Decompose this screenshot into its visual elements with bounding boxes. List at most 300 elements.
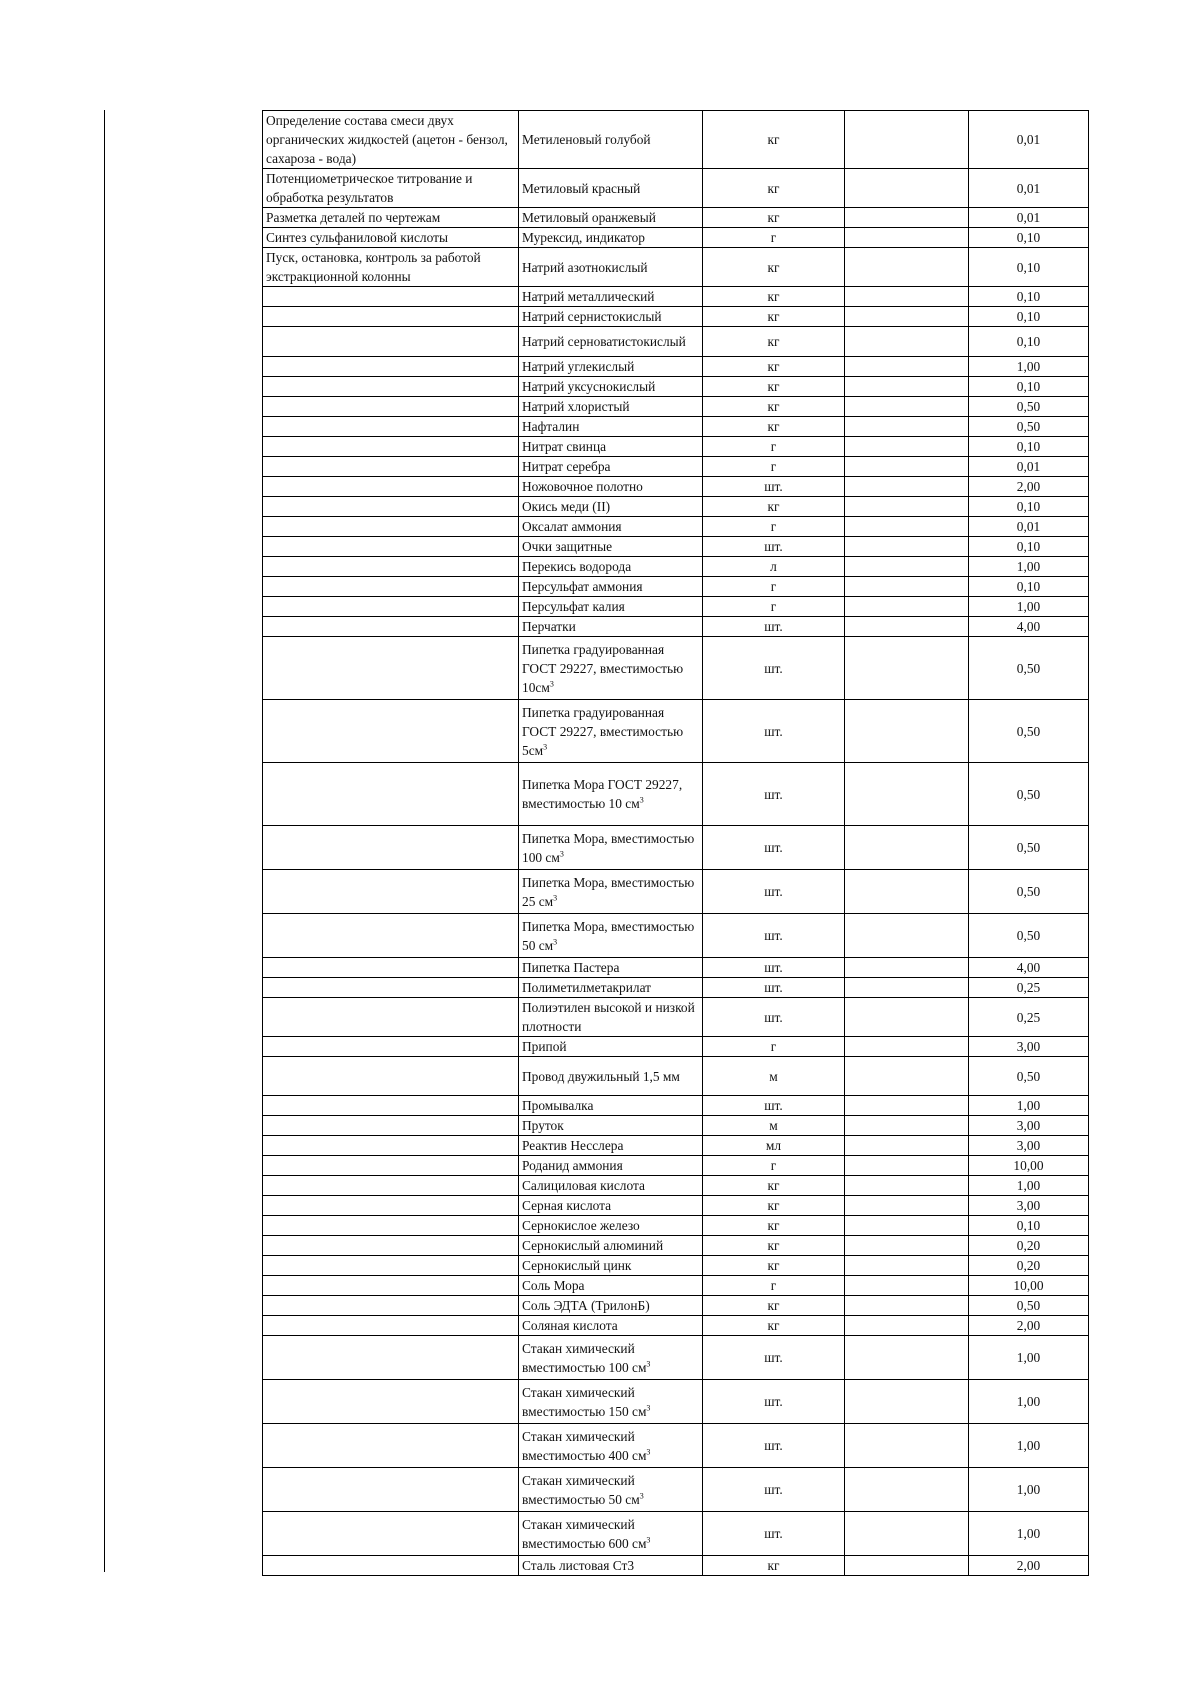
quantity-cell — [969, 617, 1089, 637]
item-cell — [519, 1136, 703, 1156]
quantity-cell — [969, 1196, 1089, 1216]
table-row — [263, 1136, 1089, 1156]
item-cell-text: Полиэтилен высокой и низкой плотности — [522, 1000, 695, 1034]
work-cell — [263, 457, 519, 477]
unit-cell — [703, 537, 845, 557]
item-cell-text: Метиленовый голубой — [522, 132, 651, 147]
unit-cell-text: г — [770, 459, 777, 474]
unit-cell-text: кг — [767, 419, 780, 434]
item-cell — [519, 1556, 703, 1576]
quantity-cell-text: 3,00 — [1016, 1118, 1041, 1133]
unit-cell-text: кг — [767, 289, 780, 304]
table-row — [263, 1176, 1089, 1196]
item-cell-text: Сернокислый цинк — [522, 1258, 632, 1273]
quantity-cell-text: 1,00 — [1016, 559, 1041, 574]
unit-cell — [703, 497, 845, 517]
quantity-cell — [969, 1057, 1089, 1096]
table-row — [263, 1037, 1089, 1057]
item-cell-text: Сернокислое железо — [522, 1218, 640, 1233]
quantity-cell-text: 4,00 — [1016, 960, 1041, 975]
unit-cell-text: шт. — [764, 479, 783, 494]
item-cell-text: Персульфат аммония — [522, 579, 643, 594]
quantity-cell-text: 0,50 — [1016, 660, 1041, 676]
item-cell — [519, 826, 703, 870]
empty-cell — [845, 1556, 969, 1576]
unit-cell — [703, 248, 845, 287]
item-cell — [519, 537, 703, 557]
item-cell-text: Нитрат серебра — [522, 459, 611, 474]
unit-cell — [703, 1316, 845, 1336]
table-row — [263, 617, 1089, 637]
unit-cell-text: кг — [767, 1218, 780, 1233]
quantity-cell — [969, 417, 1089, 437]
table-row — [263, 958, 1089, 978]
item-cell — [519, 870, 703, 914]
empty-cell — [845, 1336, 969, 1380]
work-cell — [263, 617, 519, 637]
quantity-cell — [969, 1236, 1089, 1256]
quantity-cell — [969, 1380, 1089, 1424]
unit-cell — [703, 357, 845, 377]
table-row — [263, 437, 1089, 457]
item-cell-text: Стакан химический вместимостью 400 см — [522, 1428, 647, 1463]
item-cell-text: Промывалка — [522, 1098, 594, 1113]
work-cell — [263, 437, 519, 457]
item-cell — [519, 417, 703, 437]
work-cell — [263, 327, 519, 357]
empty-cell — [845, 1096, 969, 1116]
item-cell — [519, 357, 703, 377]
table-row — [263, 557, 1089, 577]
unit-cell — [703, 958, 845, 978]
item-cell-text: Метиловый красный — [522, 180, 641, 196]
superscript-text: 3 — [553, 893, 558, 903]
unit-cell-text: шт. — [764, 539, 783, 554]
work-cell — [263, 1037, 519, 1057]
work-cell — [263, 287, 519, 307]
table-row — [263, 1216, 1089, 1236]
quantity-cell-text: 0,01 — [1016, 132, 1041, 147]
unit-cell-text: мл — [765, 1138, 782, 1153]
item-cell — [519, 1316, 703, 1336]
unit-cell-text: шт. — [764, 1350, 783, 1365]
quantity-cell-text: 0,25 — [1016, 980, 1041, 995]
table-row — [263, 477, 1089, 497]
quantity-cell — [969, 1336, 1089, 1380]
item-cell-text: Очки защитные — [522, 539, 613, 554]
superscript-text: 3 — [646, 1359, 651, 1369]
quantity-cell — [969, 1176, 1089, 1196]
unit-cell-text: шт. — [764, 1394, 783, 1409]
unit-cell-text: кг — [767, 359, 780, 374]
quantity-cell-text: 1,00 — [1016, 599, 1041, 614]
item-cell — [519, 597, 703, 617]
empty-cell — [845, 557, 969, 577]
work-cell — [263, 1057, 519, 1096]
unit-cell-text: шт. — [764, 840, 783, 855]
quantity-cell-text: 0,25 — [1016, 1009, 1041, 1025]
quantity-cell-text: 0,50 — [1016, 928, 1041, 943]
item-cell-text: Припой — [522, 1039, 567, 1054]
item-cell-text: Провод двужильный 1,5 мм — [522, 1068, 680, 1084]
item-cell-text: Метиловый оранжевый — [522, 210, 656, 225]
quantity-cell-text: 1,00 — [1016, 1350, 1041, 1365]
work-cell — [263, 1512, 519, 1556]
quantity-cell-text: 2,00 — [1016, 1558, 1041, 1573]
unit-cell-text: шт. — [764, 928, 783, 943]
table-row — [263, 417, 1089, 437]
item-cell-text: Мурексид, индикатор — [522, 230, 645, 245]
empty-cell — [845, 169, 969, 208]
quantity-cell — [969, 248, 1089, 287]
table-row — [263, 457, 1089, 477]
work-cell-text: Потенциометрическое титрование и обработка результатов — [266, 171, 473, 205]
unit-cell-text: кг — [767, 1258, 780, 1273]
quantity-cell-text: 0,10 — [1016, 539, 1041, 554]
quantity-cell — [969, 1424, 1089, 1468]
item-cell — [519, 1468, 703, 1512]
item-cell — [519, 327, 703, 357]
quantity-cell — [969, 327, 1089, 357]
unit-cell-text: кг — [767, 1198, 780, 1213]
work-cell — [263, 1556, 519, 1576]
table-row — [263, 1116, 1089, 1136]
empty-cell — [845, 826, 969, 870]
empty-cell — [845, 1037, 969, 1057]
quantity-cell-text: 0,50 — [1016, 419, 1041, 434]
empty-cell — [845, 517, 969, 537]
unit-cell — [703, 870, 845, 914]
empty-cell — [845, 577, 969, 597]
empty-cell — [845, 228, 969, 248]
item-cell-text: Нафталин — [522, 419, 580, 434]
quantity-cell — [969, 577, 1089, 597]
unit-cell-text: шт. — [764, 619, 783, 634]
work-cell — [263, 517, 519, 537]
work-cell — [263, 978, 519, 998]
unit-cell — [703, 1256, 845, 1276]
work-cell — [263, 208, 519, 228]
table-row — [263, 497, 1089, 517]
item-cell — [519, 1196, 703, 1216]
quantity-cell — [969, 377, 1089, 397]
work-cell — [263, 958, 519, 978]
item-cell-text: Стакан химический вместимостью 50 см — [522, 1472, 640, 1507]
unit-cell — [703, 307, 845, 327]
item-cell — [519, 1336, 703, 1380]
item-cell — [519, 1116, 703, 1136]
unit-cell — [703, 1176, 845, 1196]
unit-cell — [703, 477, 845, 497]
quantity-cell-text: 0,10 — [1016, 439, 1041, 454]
unit-cell — [703, 228, 845, 248]
empty-cell — [845, 1468, 969, 1512]
table-row — [263, 169, 1089, 208]
work-cell-text: Пуск, остановка, контроль за работой экстракционной колонны — [266, 250, 481, 284]
table-row — [263, 208, 1089, 228]
unit-cell — [703, 397, 845, 417]
work-cell — [263, 1316, 519, 1336]
work-cell — [263, 1176, 519, 1196]
superscript-text: 3 — [549, 679, 554, 689]
unit-cell-text: шт. — [764, 960, 783, 975]
item-cell-text: Полиметилметакрилат — [522, 980, 652, 995]
empty-cell — [845, 111, 969, 169]
work-cell — [263, 1296, 519, 1316]
unit-cell — [703, 1156, 845, 1176]
quantity-cell — [969, 1156, 1089, 1176]
table-row — [263, 1336, 1089, 1380]
empty-cell — [845, 417, 969, 437]
quantity-cell-text: 1,00 — [1016, 1178, 1041, 1193]
empty-cell — [845, 1236, 969, 1256]
unit-cell — [703, 377, 845, 397]
table-row — [263, 287, 1089, 307]
table-row — [263, 397, 1089, 417]
table-row — [263, 577, 1089, 597]
quantity-cell — [969, 914, 1089, 958]
work-cell — [263, 357, 519, 377]
quantity-cell-text: 0,10 — [1016, 289, 1041, 304]
empty-cell — [845, 1156, 969, 1176]
materials-table — [262, 110, 1089, 1576]
table-row — [263, 357, 1089, 377]
work-cell — [263, 637, 519, 700]
item-cell — [519, 517, 703, 537]
empty-cell — [845, 1296, 969, 1316]
item-cell-text: Стакан химический вместимостью 600 см — [522, 1516, 647, 1551]
item-cell — [519, 1096, 703, 1116]
quantity-cell-text: 10,00 — [1013, 1158, 1044, 1173]
work-cell — [263, 763, 519, 826]
table-row — [263, 1196, 1089, 1216]
item-cell-text: Пипетка Пастера — [522, 960, 620, 975]
empty-cell — [845, 1196, 969, 1216]
unit-cell — [703, 1336, 845, 1380]
item-cell-text: Натрий металлический — [522, 289, 655, 304]
table-row — [263, 1468, 1089, 1512]
quantity-cell — [969, 1256, 1089, 1276]
item-cell — [519, 914, 703, 958]
work-cell — [263, 700, 519, 763]
item-cell — [519, 763, 703, 826]
unit-cell — [703, 1424, 845, 1468]
work-cell — [263, 1216, 519, 1236]
quantity-cell — [969, 1037, 1089, 1057]
unit-cell-text: шт. — [764, 1526, 783, 1541]
item-cell — [519, 111, 703, 169]
item-cell-text: Салициловая кислота — [522, 1178, 645, 1193]
unit-cell-text: г — [770, 1039, 777, 1054]
table-row — [263, 1296, 1089, 1316]
work-cell — [263, 1196, 519, 1216]
superscript-text: 3 — [639, 795, 644, 805]
item-cell — [519, 228, 703, 248]
unit-cell-text: м — [769, 1118, 778, 1133]
item-cell-text: Соль Мора — [522, 1278, 585, 1293]
quantity-cell-text: 3,00 — [1016, 1138, 1041, 1153]
work-cell — [263, 169, 519, 208]
quantity-cell-text: 0,01 — [1016, 180, 1041, 196]
item-cell — [519, 397, 703, 417]
work-cell — [263, 1468, 519, 1512]
item-cell — [519, 307, 703, 327]
unit-cell — [703, 1037, 845, 1057]
item-cell — [519, 998, 703, 1037]
item-cell — [519, 1512, 703, 1556]
empty-cell — [845, 1512, 969, 1556]
unit-cell — [703, 914, 845, 958]
item-cell-text: Перекись водорода — [522, 559, 632, 574]
superscript-text: 3 — [646, 1403, 651, 1413]
unit-cell-text: г — [770, 230, 777, 245]
table-row — [263, 111, 1089, 169]
unit-cell — [703, 826, 845, 870]
table-row — [263, 700, 1089, 763]
unit-cell — [703, 111, 845, 169]
quantity-cell-text: 0,50 — [1016, 723, 1041, 739]
superscript-text: 3 — [639, 1491, 644, 1501]
work-cell — [263, 1116, 519, 1136]
quantity-cell — [969, 1512, 1089, 1556]
unit-cell — [703, 1057, 845, 1096]
unit-cell-text: шт. — [764, 1438, 783, 1453]
quantity-cell-text: 0,20 — [1016, 1258, 1041, 1273]
work-cell — [263, 870, 519, 914]
item-cell-text: Окись меди (II) — [522, 499, 611, 514]
quantity-cell-text: 0,10 — [1016, 309, 1041, 324]
item-cell — [519, 617, 703, 637]
quantity-cell-text: 0,10 — [1016, 334, 1041, 349]
quantity-cell — [969, 1136, 1089, 1156]
quantity-cell — [969, 357, 1089, 377]
item-cell-text: Стакан химический вместимостью 150 см — [522, 1384, 647, 1419]
work-cell — [263, 597, 519, 617]
unit-cell-text: кг — [767, 309, 780, 324]
item-cell-text: Перчатки — [522, 619, 576, 634]
item-cell-text: Пипетка Мора, вместимостью 25 см — [522, 874, 695, 909]
table-row — [263, 1556, 1089, 1576]
work-cell — [263, 1336, 519, 1380]
work-cell — [263, 248, 519, 287]
quantity-cell-text: 0,10 — [1016, 1218, 1041, 1233]
unit-cell-text: кг — [767, 259, 780, 275]
item-cell-text: Сернокислый алюминий — [522, 1238, 664, 1253]
quantity-cell-text: 0,10 — [1016, 499, 1041, 514]
superscript-text: 3 — [543, 742, 548, 752]
unit-cell-text: г — [770, 1158, 777, 1173]
work-cell — [263, 1256, 519, 1276]
quantity-cell-text: 0,01 — [1016, 519, 1041, 534]
empty-cell — [845, 1136, 969, 1156]
work-cell — [263, 1136, 519, 1156]
unit-cell-text: кг — [767, 1178, 780, 1193]
empty-cell — [845, 763, 969, 826]
item-cell — [519, 1057, 703, 1096]
empty-cell — [845, 397, 969, 417]
item-cell-text: Стакан химический вместимостью 100 см — [522, 1340, 647, 1375]
table-row — [263, 763, 1089, 826]
item-cell-text: Нитрат свинца — [522, 439, 607, 454]
unit-cell — [703, 1236, 845, 1256]
work-cell — [263, 826, 519, 870]
unit-cell — [703, 597, 845, 617]
quantity-cell-text: 2,00 — [1016, 1318, 1041, 1333]
quantity-cell-text: 4,00 — [1016, 619, 1041, 634]
unit-cell — [703, 700, 845, 763]
left-margin-rule — [104, 110, 105, 1572]
empty-cell — [845, 357, 969, 377]
quantity-cell-text: 3,00 — [1016, 1198, 1041, 1213]
work-cell — [263, 228, 519, 248]
unit-cell-text: г — [770, 579, 777, 594]
table-row — [263, 1096, 1089, 1116]
item-cell — [519, 208, 703, 228]
empty-cell — [845, 537, 969, 557]
unit-cell — [703, 763, 845, 826]
quantity-cell — [969, 397, 1089, 417]
unit-cell-text: л — [770, 559, 777, 574]
unit-cell — [703, 1296, 845, 1316]
work-cell — [263, 397, 519, 417]
item-cell — [519, 1380, 703, 1424]
item-cell-text: Пипетка градуированная ГОСТ 29227, вместимостью 5см — [522, 704, 684, 758]
unit-cell — [703, 327, 845, 357]
item-cell-text: Натрий уксуснокислый — [522, 379, 656, 394]
item-cell-text: Пипетка Мора, вместимостью 100 см — [522, 830, 695, 865]
quantity-cell — [969, 1096, 1089, 1116]
quantity-cell — [969, 111, 1089, 169]
quantity-cell — [969, 700, 1089, 763]
empty-cell — [845, 248, 969, 287]
unit-cell-text: кг — [767, 1298, 780, 1313]
unit-cell — [703, 1556, 845, 1576]
empty-cell — [845, 287, 969, 307]
quantity-cell — [969, 1296, 1089, 1316]
table-row — [263, 1512, 1089, 1556]
quantity-cell-text: 0,10 — [1016, 379, 1041, 394]
unit-cell — [703, 1512, 845, 1556]
item-cell-text: Натрий сернистокислый — [522, 309, 662, 324]
work-cell — [263, 537, 519, 557]
item-cell — [519, 1236, 703, 1256]
quantity-cell-text: 0,50 — [1016, 399, 1041, 414]
unit-cell-text: кг — [767, 1558, 780, 1573]
work-cell — [263, 1424, 519, 1468]
quantity-cell-text: 0,50 — [1016, 840, 1041, 855]
work-cell — [263, 1156, 519, 1176]
table-row — [263, 307, 1089, 327]
quantity-cell — [969, 477, 1089, 497]
work-cell — [263, 417, 519, 437]
empty-cell — [845, 1116, 969, 1136]
unit-cell — [703, 517, 845, 537]
superscript-text: 3 — [559, 849, 564, 859]
unit-cell — [703, 1116, 845, 1136]
unit-cell-text: шт. — [764, 980, 783, 995]
quantity-cell — [969, 958, 1089, 978]
item-cell — [519, 958, 703, 978]
unit-cell-text: кг — [767, 132, 780, 147]
unit-cell-text: г — [770, 439, 777, 454]
unit-cell — [703, 1380, 845, 1424]
empty-cell — [845, 1380, 969, 1424]
quantity-cell-text: 2,00 — [1016, 479, 1041, 494]
table-row — [263, 1316, 1089, 1336]
item-cell — [519, 557, 703, 577]
unit-cell — [703, 1136, 845, 1156]
item-cell — [519, 700, 703, 763]
